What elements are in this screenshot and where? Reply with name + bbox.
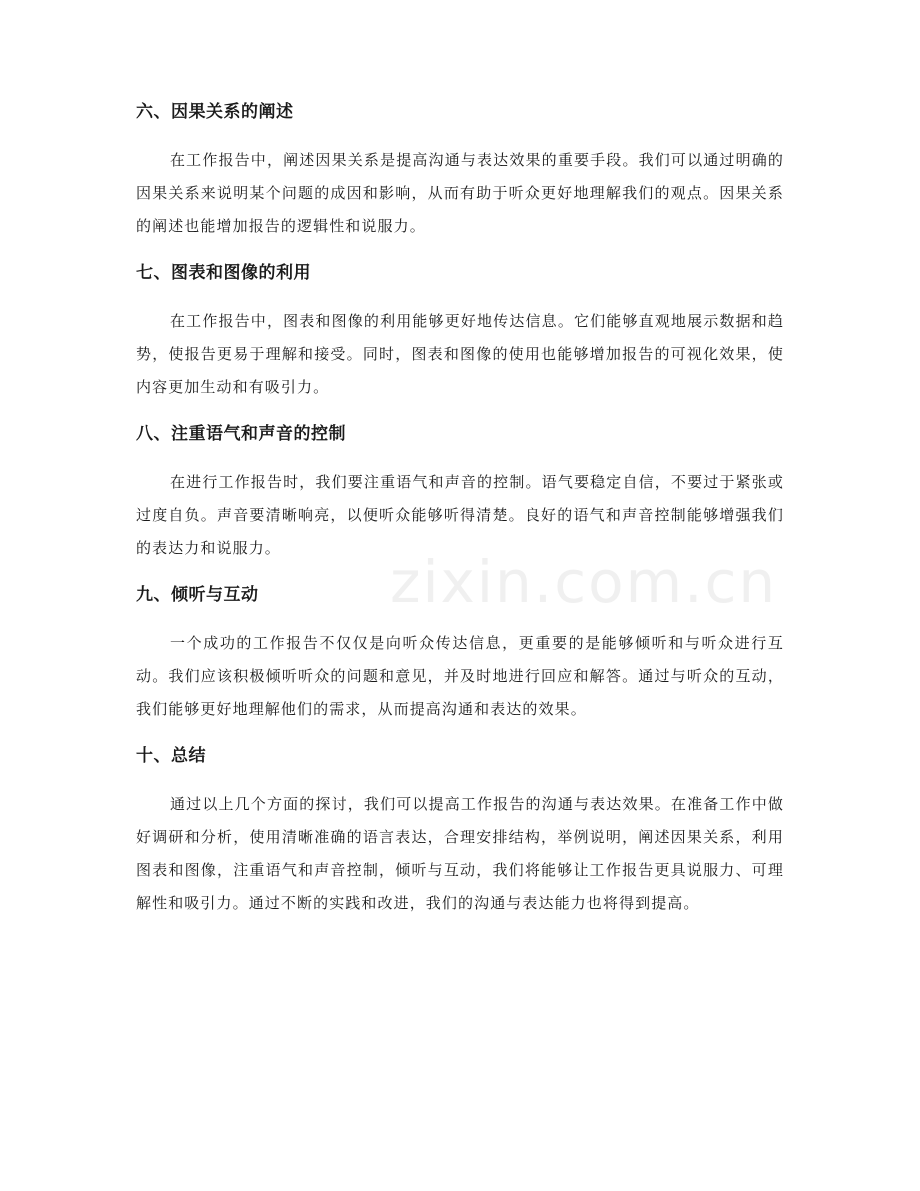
section-paragraph: 一个成功的工作报告不仅仅是向听众传达信息，更重要的是能够倾听和与听众进行互动。我们应该积极倾听听众的问题和意见，并及时地进行回应和解答。通过与听众的互动，我们能够更好地理解他们的需求，从而提高沟通和表达的效果。 <box>136 634 784 718</box>
section-heading: 十、总结 <box>136 746 206 766</box>
section-paragraph: 在进行工作报告时，我们要注重语气和声音的控制。语气要稳定自信，不要过于紧张或过度自负。声音要清晰响亮，以便听众能够听得清楚。良好的语气和声音控制能够增强我们的表达力和说服力。 <box>136 473 784 557</box>
section-cause-effect <box>136 100 784 243</box>
section-paragraph: 在工作报告中，阐述因果关系是提高沟通与表达效果的重要手段。我们可以通过明确的因果关系来说明某个问题的成因和影响，从而有助于听众更好地理解我们的观点。因果关系的阐述也能增加报告的逻辑性和说服力。 <box>136 151 784 235</box>
section-summary <box>136 744 784 920</box>
section-heading: 六、因果关系的阐述 <box>136 102 294 122</box>
section-charts-images <box>136 261 784 404</box>
section-tone-voice <box>136 422 784 565</box>
section-heading: 八、注重语气和声音的控制 <box>136 424 346 444</box>
section-paragraph: 在工作报告中，图表和图像的利用能够更好地传达信息。它们能够直观地展示数据和趋势，使报告更易于理解和接受。同时，图表和图像的使用也能够增加报告的可视化效果，使内容更加生动和有吸引力。 <box>136 312 784 396</box>
section-heading: 九、倾听与互动 <box>136 585 259 605</box>
document-page <box>136 100 784 938</box>
section-heading: 七、图表和图像的利用 <box>136 263 311 283</box>
section-paragraph: 通过以上几个方面的探讨，我们可以提高工作报告的沟通与表达效果。在准备工作中做好调研和分析，使用清晰准确的语言表达，合理安排结构，举例说明，阐述因果关系，利用图表和图像，注重语气和声音控制，倾听与互动，我们将能够让工作报告更具说服力、可理解性和吸引力。通过不断的实践和改进，我们的沟通与表达能力也将得到提高。 <box>136 795 784 912</box>
watermark: zixin.com.cn <box>390 548 778 616</box>
section-listening-interaction <box>136 583 784 726</box>
